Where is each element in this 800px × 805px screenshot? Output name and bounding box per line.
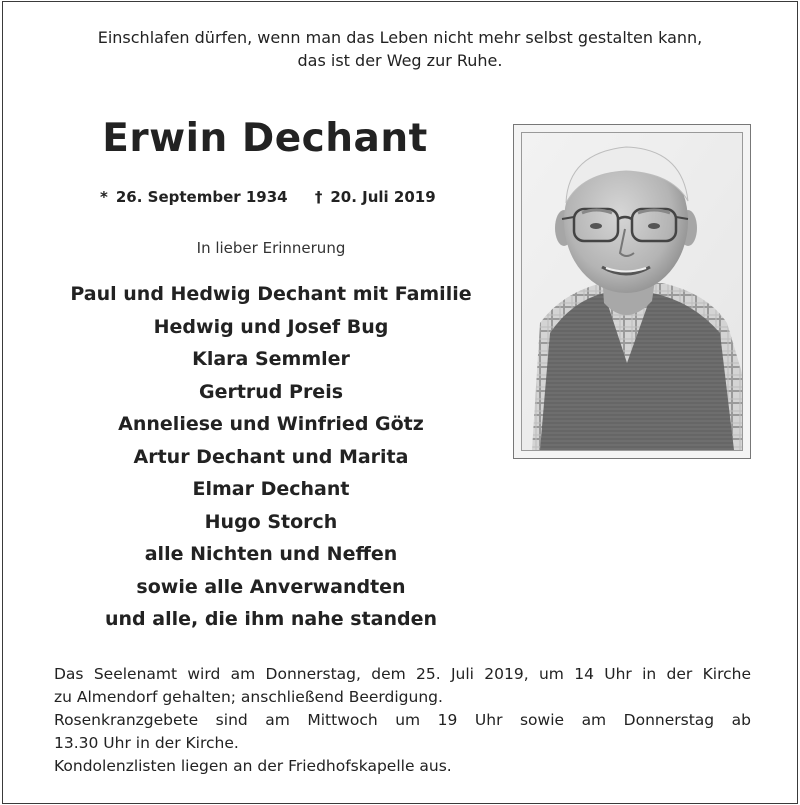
notice-line-5: Kondolenzlisten liegen an der Friedhofskapelle aus. — [54, 757, 452, 775]
notice-line-3: Rosenkranzgebete sind am Mittwoch um 19 Uhr sowie am Donnerstag ab — [54, 711, 751, 729]
cross-icon: † — [314, 188, 323, 206]
deceased-name: Erwin Dechant — [102, 116, 428, 161]
mourner-item: Artur Dechant und Marita — [133, 445, 409, 468]
birth-symbol: * — [100, 188, 108, 206]
mourner-item: alle Nichten und Neffen — [144, 543, 398, 565]
motto-line-2: das ist der Weg zur Ruhe. — [297, 51, 503, 70]
mourner-item: Gertrud Preis — [198, 380, 344, 403]
portrait-image — [522, 133, 742, 450]
portrait-photo-frame — [513, 124, 751, 459]
notice-line-4: 13.30 Uhr in der Kirche. — [54, 734, 239, 752]
mourner-item: und alle, die ihm nahe standen — [104, 608, 438, 630]
notice-line-2: zu Almendorf gehalten; anschließend Beerdigung. — [54, 688, 443, 706]
motto-line-1: Einschlafen dürfen, wenn man das Leben nicht mehr selbst gestalten kann, — [97, 28, 703, 47]
motto — [0, 26, 800, 72]
birth-date: 26. September 1934 — [115, 188, 288, 206]
mourner-item: Elmar Dechant — [192, 478, 350, 500]
portrait-photo — [521, 132, 743, 451]
mourner-item: Hugo Storch — [204, 510, 338, 533]
funeral-notice — [54, 663, 751, 778]
mourner-item: Klara Semmler — [192, 348, 350, 370]
mourner-item: Anneliese und Winfried Götz — [118, 413, 424, 435]
notice-line-1: Das Seelenamt wird am Donnerstag, dem 25. Juli 2019, um 14 Uhr in der Kirche — [54, 665, 751, 683]
death-date: 20. Juli 2019 — [330, 188, 436, 206]
mourner-item: Hedwig und Josef Bug — [153, 315, 389, 338]
life-dates — [100, 188, 436, 206]
mourners-list — [0, 278, 542, 636]
mourner-item: sowie alle Anverwandten — [136, 575, 406, 598]
mourner-item: Paul und Hedwig Dechant mit Familie — [70, 283, 472, 305]
memory-line: In lieber Erinnerung — [196, 239, 346, 257]
